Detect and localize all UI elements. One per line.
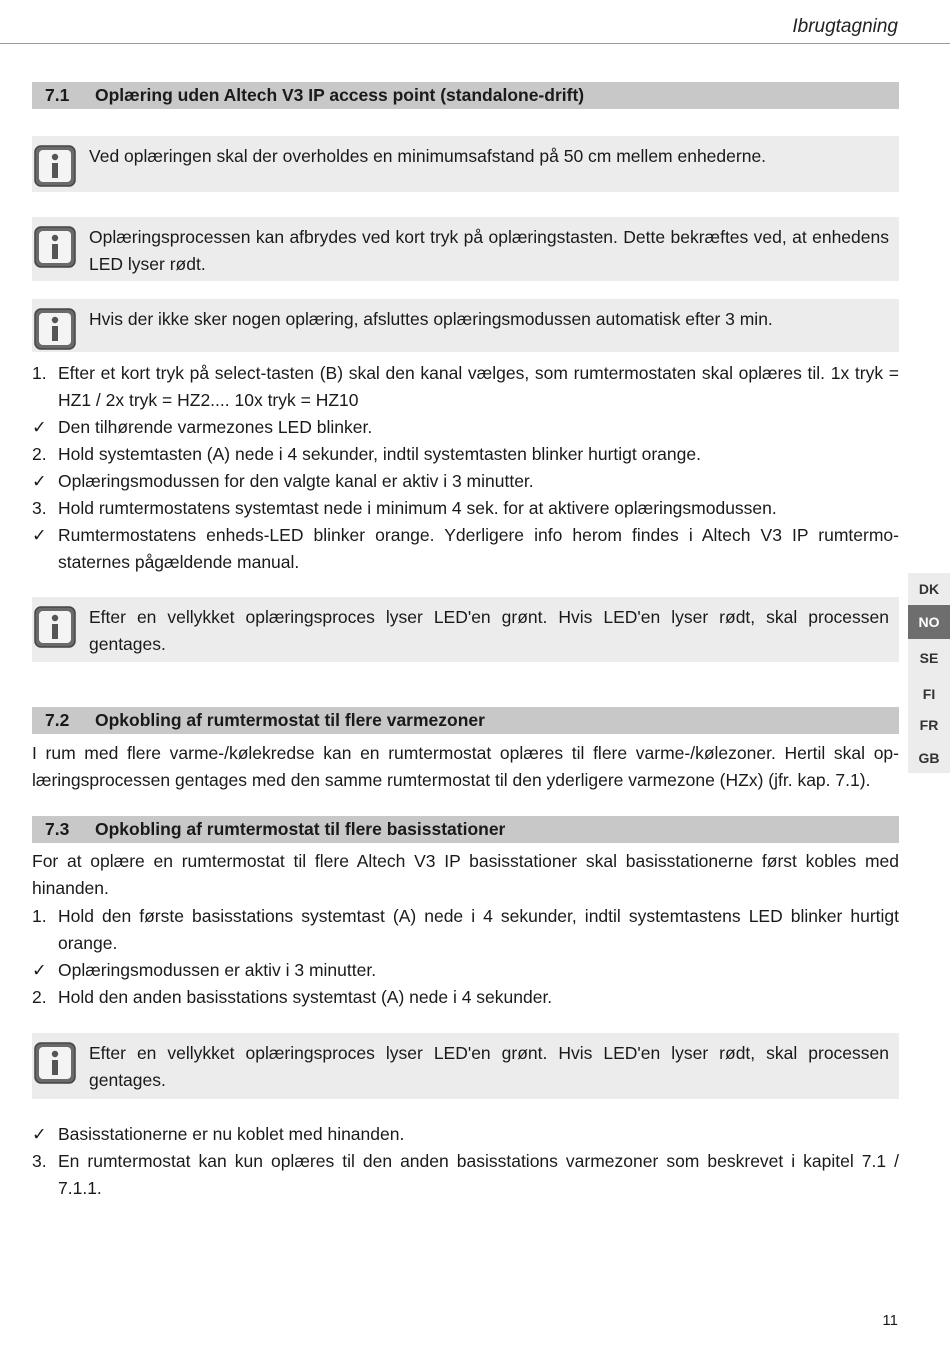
list-item <box>32 468 899 495</box>
list-text: Hold rumtermostatens systemtast nede i minimum 4 sek. for at aktivere oplæringsmodussen. <box>58 498 777 518</box>
section-number: 7.1 <box>45 85 70 105</box>
section-title: Oplæring uden Altech V3 IP access point (standalone-drift) <box>95 85 585 105</box>
info-note-text: Efter en vellykket oplæringsproces lyser LED'en grønt. Hvis LED'en lyser rødt, skal processen gentages. <box>89 607 889 654</box>
info-icon <box>34 1042 76 1084</box>
list-item <box>32 441 899 468</box>
info-note-text: Hvis der ikke sker nogen oplæring, afsluttes oplæringsmodussen automatisk efter 3 min. <box>89 309 773 329</box>
language-tab-se[interactable]: SE <box>919 650 939 666</box>
check-icon: ✓ <box>32 471 47 491</box>
list-marker: 2. <box>32 444 47 464</box>
running-header: Ibrugtagning <box>792 16 898 37</box>
section-title: Opkobling af rumtermostat til flere basisstationer <box>95 819 506 839</box>
section-heading-7-1 <box>32 82 899 109</box>
list-text: Den tilhørende varmezones LED blinker. <box>58 417 373 437</box>
section-title: Opkobling af rumtermostat til flere varmezoner <box>95 710 485 730</box>
check-icon: ✓ <box>32 960 47 980</box>
list-item <box>32 360 899 414</box>
section-paragraph-7-2: I rum med flere varme-/kølekredse kan en rumtermostat oplæres til flere varme-/kølezoner. Hertil skal oplæringsprocessen gentages med den samme rumtermostat til den yderligere varmezone (HZx) (jfr. kap. 7.1). <box>32 743 899 790</box>
list-item <box>32 1148 899 1202</box>
list-text: Oplæringsmodussen for den valgte kanal er aktiv i 3 minutter. <box>58 471 534 491</box>
info-note-text: Ved oplæringen skal der overholdes en minimumsafstand på 50 cm mellem enhederne. <box>89 146 767 166</box>
list-text: En rumtermostat kan kun oplæres til den anden basisstations varmezoner som beskrevet i kapitel 7.1 / 7.1.1. <box>58 1151 899 1198</box>
check-icon: ✓ <box>32 1124 47 1144</box>
section-number: 7.2 <box>45 710 70 730</box>
language-tab-fr[interactable]: FR <box>919 717 939 733</box>
list-item <box>32 903 899 957</box>
list-marker: 1. <box>32 906 47 926</box>
check-icon: ✓ <box>32 525 47 545</box>
list-text: Hold den anden basisstations systemtast (A) nede i 4 sekunder. <box>58 987 553 1007</box>
list-marker: 1. <box>32 363 47 383</box>
list-marker: 3. <box>32 1151 47 1171</box>
info-note-1 <box>32 136 899 192</box>
list-marker: 3. <box>32 498 47 518</box>
list-item <box>32 522 899 576</box>
list-text: Hold den første basisstations systemtast (A) nede i 4 sekunder, indtil systemtastens LED blinker hurtigt orange. <box>58 906 899 953</box>
list-text: Oplæringsmodussen er aktiv i 3 minutter. <box>58 960 377 980</box>
list-marker: 2. <box>32 987 47 1007</box>
language-tab-no[interactable]: NO <box>908 605 950 639</box>
language-tab-dk[interactable]: DK <box>918 581 940 597</box>
info-note-text: Efter en vellykket oplæringsproces lyser LED'en grønt. Hvis LED'en lyser rødt, skal processen gentages. <box>89 1043 889 1090</box>
info-note-2 <box>32 217 899 281</box>
list-item <box>32 414 899 441</box>
info-icon <box>34 606 76 648</box>
section-number: 7.3 <box>45 819 70 839</box>
list-text: Basisstationerne er nu koblet med hinanden. <box>58 1124 405 1144</box>
info-note-4 <box>32 597 899 662</box>
list-item <box>32 1121 899 1148</box>
list-text: Rumtermostatens enheds-LED blinker orange. Yderligere info herom findes i Altech V3 IP rumtermostaternes pågældende manual. <box>58 525 899 572</box>
info-note-3 <box>32 299 899 352</box>
list-text: Efter et kort tryk på select-tasten (B) skal den kanal vælges, som rumtermostaten skal oplæres til. 1x tryk = HZ1 / 2x tryk = HZ2.... 10x tryk = HZ10 <box>58 363 899 410</box>
language-tab-gb[interactable]: GB <box>918 750 940 766</box>
list-item <box>32 495 899 522</box>
list-item <box>32 984 899 1011</box>
info-icon <box>34 145 76 187</box>
info-note-5 <box>32 1033 899 1099</box>
language-tab-fi[interactable]: FI <box>922 686 936 702</box>
page-number: 11 <box>882 1312 898 1329</box>
section-heading-7-3 <box>32 816 899 843</box>
info-note-text: Oplæringsprocessen kan afbrydes ved kort tryk på oplæringstasten. Dette bekræftes ved, at enhedens LED lyser rødt. <box>89 227 889 274</box>
header-divider <box>0 43 950 44</box>
section-heading-7-2 <box>32 707 899 734</box>
list-text: Hold systemtasten (A) nede i 4 sekunder, indtil systemtasten blinker hurtigt orange. <box>58 444 701 464</box>
info-icon <box>34 308 76 350</box>
check-icon: ✓ <box>32 417 47 437</box>
list-item <box>32 957 899 984</box>
section-paragraph-7-3: For at oplære en rumtermostat til flere Altech V3 IP basisstationer skal basisstationerne først kobles med hinanden. <box>32 851 899 898</box>
info-icon <box>34 226 76 268</box>
